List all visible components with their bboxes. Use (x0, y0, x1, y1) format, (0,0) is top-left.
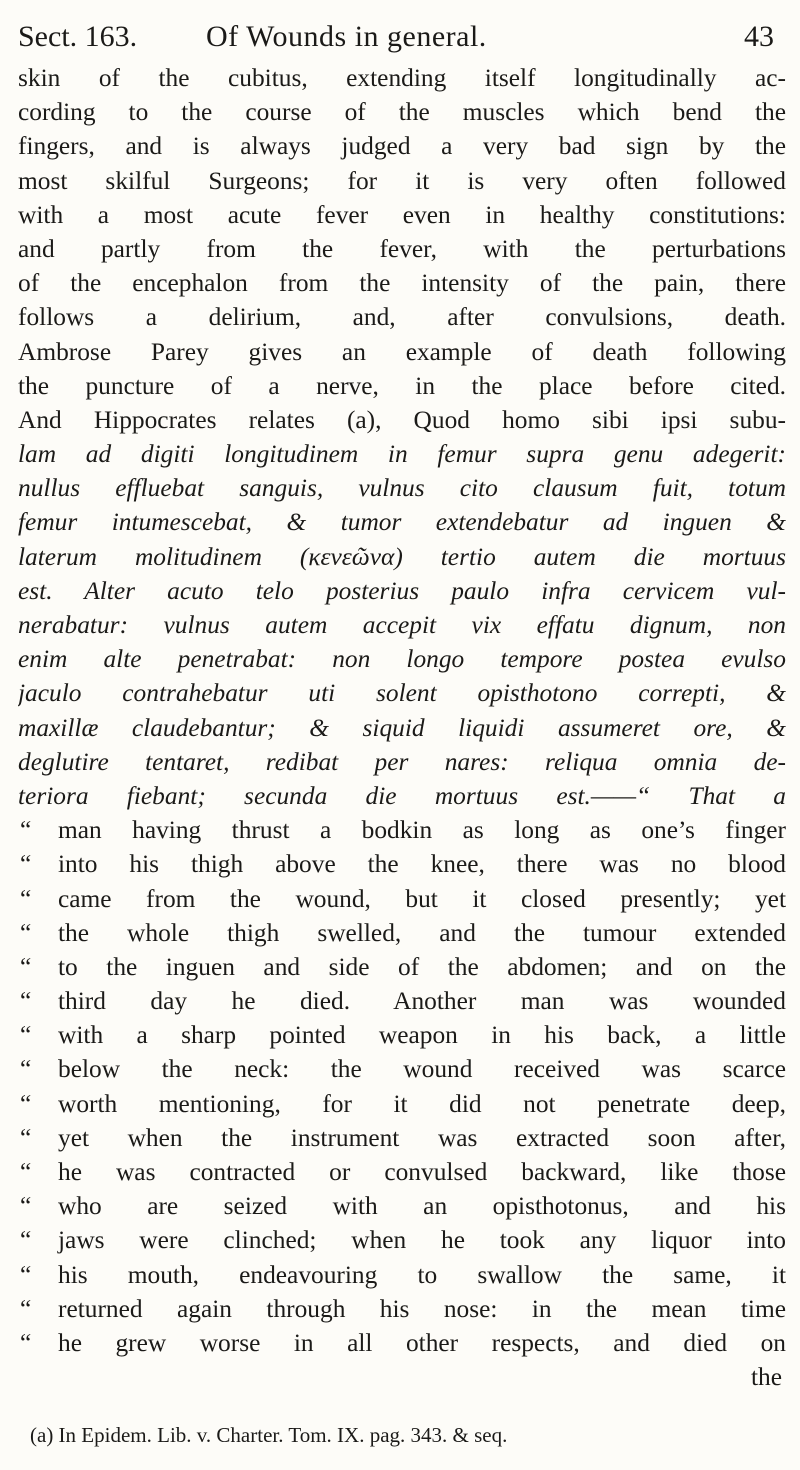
line-text: jaws were clinched; when he took any liquor into (58, 1226, 786, 1255)
running-header (18, 14, 774, 60)
line-text: yet when the instrument was extracted soon after, (58, 1123, 786, 1152)
text-line (18, 1155, 786, 1189)
quote-mark: “ (20, 987, 32, 1016)
text-line: fingers, and is always judged a very bad sign by the (18, 132, 786, 161)
text-line: the puncture of a nerve, in the place before cited. (18, 371, 786, 400)
line-text: man having thrust a bodkin as long as one’s finger (58, 816, 786, 845)
quote-mark: “ (20, 1294, 32, 1323)
text-line (18, 1087, 786, 1121)
text-line: follows a delirium, and, after convulsions, death. (18, 303, 786, 332)
text-line: femur intumescebat, & tumor extendebatur ad inguen & (18, 508, 786, 537)
quote-mark: “ (20, 1328, 32, 1357)
quote-mark: “ (20, 884, 32, 913)
text-line: est. Alter acuto telo posterius paulo infra cervicem vul- (18, 576, 786, 605)
text-line: teriora fiebant; secunda die mortuus est.——“ That a (18, 781, 786, 810)
line-text: returned again through his nose: in the mean time (58, 1294, 786, 1323)
text-line: nerabatur: vulnus autem accepit vix effatu dignum, non (18, 611, 786, 639)
text-line (18, 882, 786, 916)
text-line: enim alte penetrabat: non longo tempore postea evulso (18, 645, 786, 674)
page-number: 43 (744, 20, 774, 53)
text-line: Ambrose Parey gives an example of death following (18, 337, 786, 366)
quote-mark: “ (20, 1021, 32, 1050)
text-line: lam ad digiti longitudinem in femur supra genu adegerit: (18, 440, 786, 469)
text-line (18, 1121, 786, 1155)
line-text: worth mentioning, for it did not penetrate deep, (58, 1089, 786, 1118)
quote-mark: “ (20, 1260, 32, 1289)
line-text: below the neck: the wound received was scarce (58, 1055, 786, 1084)
text-line: deglutire tentaret, redibat per nares: reliqua omnia de- (18, 747, 786, 776)
line-text: came from the wound, but it closed presently; yet (58, 884, 786, 913)
quote-mark: “ (20, 918, 32, 947)
quote-mark: “ (20, 1192, 32, 1221)
text-line: nullus effluebat sanguis, vulnus cito clausum fuit, totum (18, 474, 786, 503)
text-line: most skilful Surgeons; for it is very often followed (18, 166, 786, 195)
quote-mark: “ (20, 816, 32, 845)
line-text: he grew worse in all other respects, and died on (58, 1328, 786, 1357)
text-line (18, 950, 786, 984)
line-text: his mouth, endeavouring to swallow the same, it (58, 1260, 786, 1289)
text-line (18, 1018, 786, 1052)
text-line (18, 813, 786, 847)
text-line: jaculo contrahebatur uti solent opisthotono correpti, & (18, 679, 786, 708)
body-text (18, 61, 786, 1394)
footnote: (a) In Epidem. Lib. v. Charter. Tom. IX. pag. 343. & seq. (30, 1423, 508, 1447)
quote-mark: “ (20, 1158, 32, 1186)
line-text: with a sharp pointed weapon in his back, a little (58, 1021, 786, 1050)
text-line (18, 1052, 786, 1086)
quote-mark: “ (20, 1089, 32, 1118)
line-text: third day he died. Another man was wounded (58, 987, 786, 1016)
text-line: with a most acute fever even in healthy constitutions: (18, 200, 786, 229)
text-line (18, 1292, 786, 1326)
text-line: and partly from the fever, with the perturbations (18, 234, 786, 263)
text-line: maxillæ claudebantur; & siquid liquidi assumeret ore, & (18, 713, 786, 742)
text-line: And Hippocrates relates (a), Quod homo sibi ipsi subu- (18, 405, 786, 434)
running-title: Of Wounds in general. (206, 20, 487, 53)
text-line: skin of the cubitus, extending itself longitudinally ac- (18, 64, 786, 92)
text-line (18, 1189, 786, 1223)
text-line (18, 984, 786, 1018)
quote-mark: “ (20, 952, 32, 981)
quote-mark: “ (20, 1055, 32, 1084)
text-line (18, 1258, 786, 1292)
quote-mark: “ (20, 850, 32, 879)
text-line: laterum molitudinem (κενεῶνα) tertio autem die mortuus (18, 542, 786, 571)
line-text: who are seized with an opisthotonus, and his (58, 1192, 786, 1221)
line-text: to the inguen and side of the abdomen; and on the (58, 952, 786, 981)
text-line (18, 1326, 786, 1360)
line-text: he was contracted or convulsed backward, like those (58, 1158, 786, 1186)
text-line (18, 1223, 786, 1257)
text-line (18, 916, 786, 950)
section-number: Sect. 163. (18, 20, 138, 53)
quote-mark: “ (20, 1123, 32, 1152)
line-text: into his thigh above the knee, there was no blood (58, 850, 786, 879)
catchword: the (750, 1363, 782, 1392)
line-text: the whole thigh swelled, and the tumour extended (58, 918, 786, 947)
text-line: cording to the course of the muscles which bend the (18, 98, 786, 127)
text-line: of the encephalon from the intensity of the pain, there (18, 269, 786, 298)
text-line (18, 847, 786, 881)
quote-mark: “ (20, 1226, 32, 1255)
